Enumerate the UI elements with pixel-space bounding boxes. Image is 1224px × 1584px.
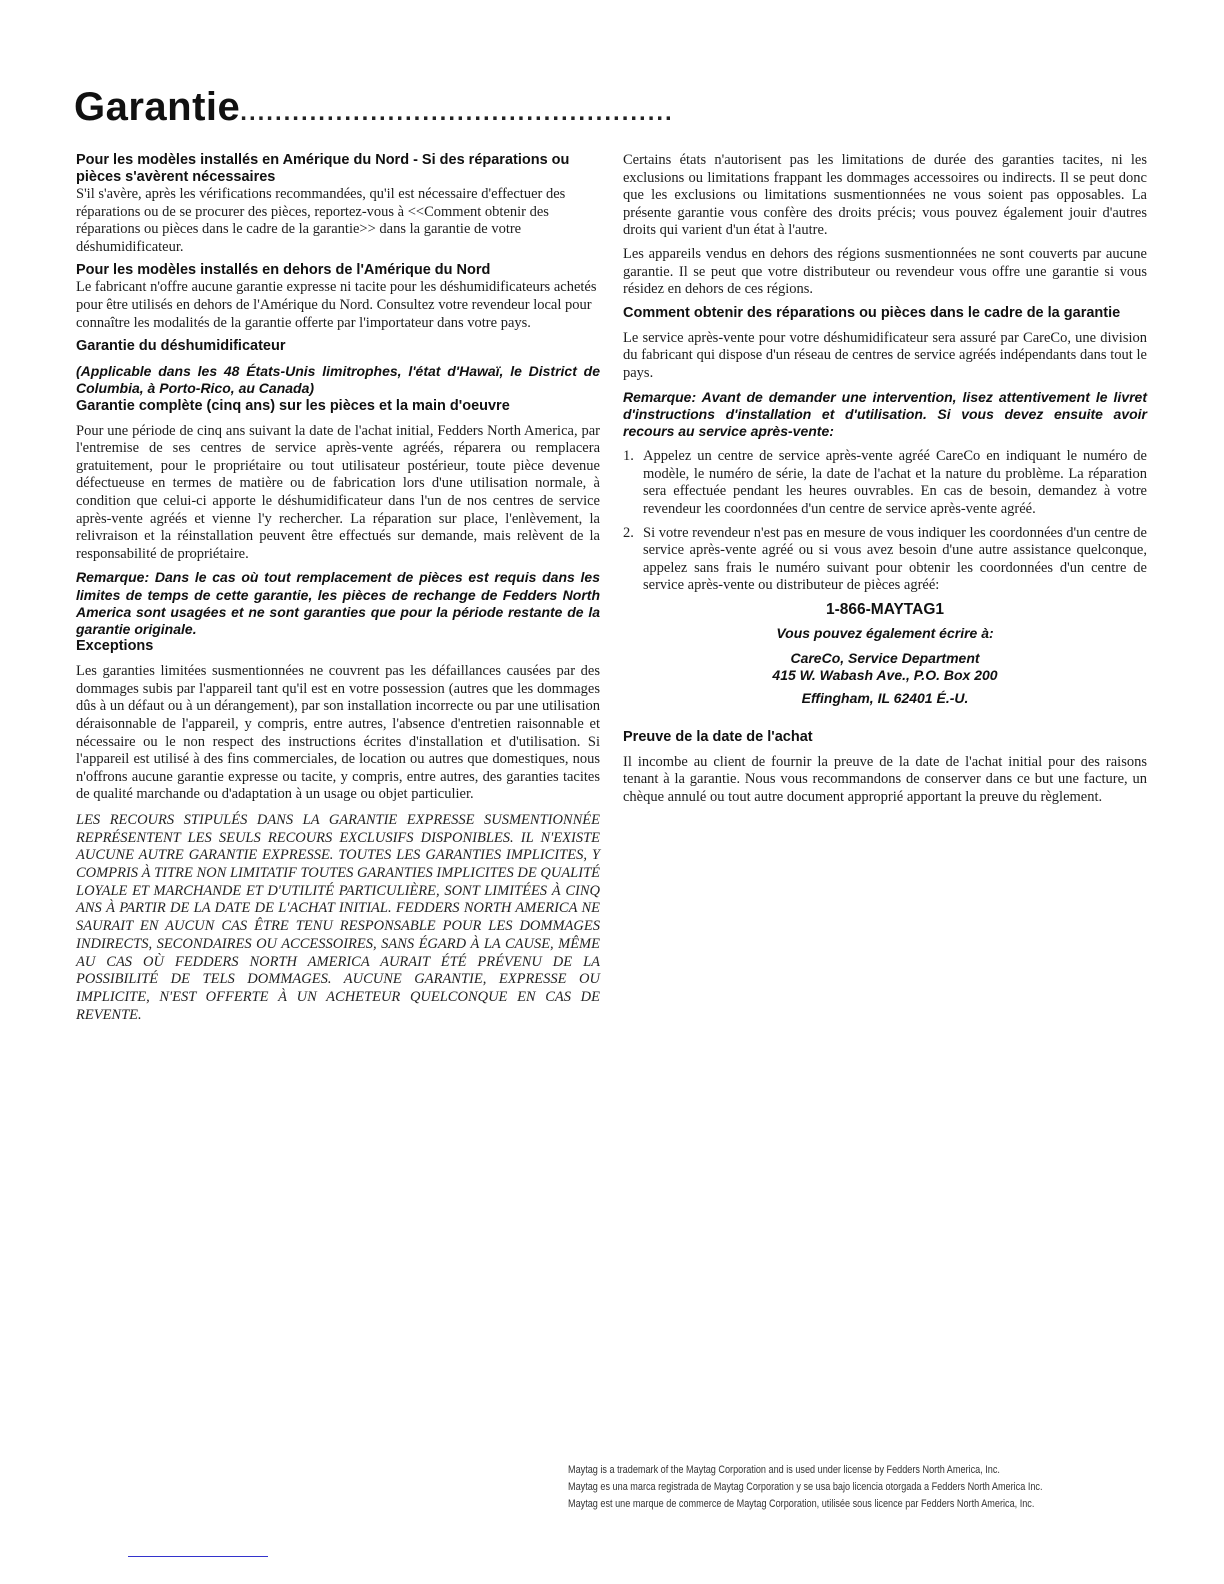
trademark-footer bbox=[568, 1462, 1058, 1513]
phone-number: 1-866-MAYTAG1 bbox=[825, 600, 944, 618]
page-title-text: Garantie bbox=[74, 85, 241, 129]
address-line-1: CareCo, Service Department bbox=[790, 649, 980, 666]
paragraph-state-limitations: Certains états n'autorisent pas les limitations de durée des garanties tacites, ni les exclusions ou limitations frappant les dommages accessoires ou indirects. Il se peut donc que les exclusions ou limitations susmentionnées ne vous soient pas opposables. La présente garantie vous confère des droits précis; vous pouvez également jouir d'autres droits qui varient d'un état à l'autre. bbox=[623, 152, 1147, 239]
heading-proof-of-purchase: Preuve de la date de l'achat bbox=[623, 728, 813, 745]
heading-full-warranty: Garantie complète (cinq ans) sur les pièces et la main d'oeuvre bbox=[76, 397, 510, 414]
mailing-address bbox=[623, 650, 1147, 707]
page-title-block bbox=[74, 84, 1154, 134]
list-item bbox=[623, 525, 1147, 595]
step-number: 2. bbox=[623, 524, 634, 541]
heading-how-to-obtain-service: Comment obtenir des réparations ou pièces dans le cadre de la garantie bbox=[623, 304, 1121, 321]
step-number: 1. bbox=[623, 448, 634, 465]
address-line-2: 415 W. Wabash Ave., P.O. Box 200 bbox=[772, 666, 998, 683]
write-to-label: Vous pouvez également écrire à: bbox=[776, 624, 994, 641]
service-steps-list bbox=[623, 448, 1147, 595]
heading-north-america: Pour les modèles installés en Amérique du Nord - Si des réparations ou pièces s'avèrent nécessaires bbox=[76, 152, 570, 185]
step-text: Appelez un centre de service après-vente agréé CareCo en indiquant le numéro de modèle, le numéro de série, la date de l'achat et la nature du problème. La réparation sera effectuée pendant les heures ouvrables. En cas de besoin, demandez à votre revendeur les coordonnées d'un centre de service après-vente agréé. bbox=[643, 448, 1147, 517]
page-title bbox=[74, 84, 1154, 134]
title-dot-leader: .................................................. bbox=[240, 99, 674, 126]
trademark-line-es: Maytag es una marca registrada de Maytag Corporation y se usa bajo licencia otorgada a Fedders North America Inc. bbox=[568, 1481, 1043, 1493]
left-column bbox=[76, 152, 600, 1024]
trademark-line-fr: Maytag est une marque de commerce de Maytag Corporation, utilisée sous licence par Fedders North America, Inc. bbox=[568, 1498, 1035, 1510]
paragraph-outside-regions: Les appareils vendus en dehors des régions susmentionnées ne sont couverts par aucune garantie. Il se peut que votre distributeur ou revendeur vous offre une garantie si vous résidez en dehors de ces régions. bbox=[623, 245, 1147, 298]
list-item bbox=[623, 448, 1147, 518]
paragraph-north-america: S'il s'avère, après les vérifications recommandées, qu'il est nécessaire d'effectuer des réparations ou de se procurer des pièces, reportez-vous à <<Comment obtenir des réparations ou pièces dans le cadre de la garantie>> dans la garantie de votre déshumidificateur. bbox=[76, 186, 566, 255]
paragraph-full-warranty: Pour une période de cinq ans suivant la date de l'achat initial, Fedders North America, par l'entremise de ses centres de service après-vente agréés, réparera ou remplacera gratuitement, pour le propriétaire ou tout utilisateur postérieur, toute pièce devenue défectueuse en termes de matière ou de fabrication lors d'une utilisation normale, à condition que celui-ci apporte le déshumidificateur dans l'un de nos centres de service après-vente agréés et vienne l'y rechercher. La réparation sur place, l'enlèvement, la relivraison et la réinstallation peuvent être effectués sur demande, mais relèvent de la responsabilité de propriétaire. bbox=[76, 422, 600, 562]
applicable-regions: (Applicable dans les 48 États-Unis limitrophes, l'état d'Hawaï, le District de Columbia, à Porto-Rico, au Canada) bbox=[76, 363, 600, 397]
heading-outside-north-america: Pour les modèles installés en dehors de l'Amérique du Nord bbox=[76, 262, 491, 279]
paragraph-exceptions: Les garanties limitées susmentionnées ne couvrent pas les défaillances causées par des dommages subis par l'appareil tant qu'il est en votre possession (autres que les dommages dûs à un défaut ou à un dérangement), par son installation incorrecte ou par une utilisation déraisonnable de l'appareil, y compris, entre autres, l'absence d'entretien raisonnable et nécessaire ou le non respect des instructions écrites d'installation et d'utilisation. Si l'appareil est utilisé à des fins commerciales, de location ou autres que domestiques, nous n'offrons aucune garantie expresse ou tacite, y compris, entre autres, des garanties tacites de qualité marchande ou d'adaptation à un usage ou objet particulier. bbox=[76, 663, 600, 803]
remark-before-service: Remarque: Avant de demander une intervention, lisez attentivement le livret d'instructions d'installation et d'utilisation. Si vous devez ensuite avoir recours au service après-vente: bbox=[623, 388, 1147, 439]
right-column bbox=[623, 152, 1147, 813]
paragraph-careco: Le service après-vente pour votre déshumidificateur sera assuré par CareCo, une division du fabricant qui dispose d'un réseau de centres de service agréés indépendants dans tout le pays. bbox=[623, 329, 1147, 381]
paragraph-proof-of-purchase: Il incombe au client de fournir la preuve de la date de l'achat initial pour des raisons tenant à la garantie. Nous vous recommandons de conserver dans ce but une facture, un chèque annulé ou tout autre document approprié apportant la preuve du règlement. bbox=[623, 753, 1147, 806]
trademark-line-en: Maytag is a trademark of the Maytag Corporation and is used under license by Fedders North America, Inc. bbox=[568, 1464, 1000, 1476]
paragraph-remedies-caps: LES RECOURS STIPULÉS DANS LA GARANTIE EXPRESSE SUSMENTIONNÉE REPRÉSENTENT LES SEULS RECOURS EXCLUSIFS DISPONIBLES. IL N'EXISTE AUCUNE AUTRE GARANTIE EXPRESSE. TOUTES LES GARANTIES IMPLICITES, Y COMPRIS À TITRE NON LIMITATIF TOUTES GARANTIES IMPLICITES DE QUALITÉ LOYALE ET MARCHANDE ET D'UTILITÉ PARTICULIÈRE, SONT LIMITÉES À CINQ ANS À PARTIR DE LA DATE DE L'ACHAT INITIAL. FEDDERS NORTH AMERICA NE SAURAIT EN AUCUN CAS ÊTRE TENU RESPONSABLE POUR LES DOMMAGES INDIRECTS, SECONDAIRES OU ACCESSOIRES, SANS ÉGARD À LA CAUSE, MÊME AU CAS OÙ FEDDERS NORTH AMERICA AURAIT ÉTÉ PRÉVENU DE LA POSSIBILITÉ DE TELS DOMMAGES. AUCUNE GARANTIE, EXPRESSE OU IMPLICITE, N'EST OFFERTE À UN ACHETEUR QUELCONQUE EN CAS DE REVENTE. bbox=[76, 811, 600, 1023]
paragraph-outside-north-america: Le fabricant n'offre aucune garantie expresse ni tacite pour les déshumidificateurs achetés pour être utilisés en dehors de l'Amérique du Nord. Consultez votre revendeur local pour connaître les modalités de la garantie offerte par l'importateur dans votre pays. bbox=[76, 279, 597, 331]
remark-replacement-parts: Remarque: Dans le cas où tout remplacement de pièces est requis dans les limites de temps de cette garantie, les pièces de rechange de Fedders North America sont usagées et ne sont garanties que pour la période restante de la garantie originale. bbox=[76, 569, 600, 637]
heading-exceptions: Exceptions bbox=[76, 638, 154, 655]
address-line-3: Effingham, IL 62401 É.-U. bbox=[801, 689, 969, 706]
step-text: Si votre revendeur n'est pas en mesure de vous indiquer les coordonnées d'un centre de service après-vente agréé ou si vous avez besoin d'une autre assistance quelconque, appelez sans frais le numéro suivant pour obtenir les coordonnées d'un centre de service après-vente ou distributeur de pièces agréé: bbox=[643, 524, 1147, 594]
heading-dehumidifier-warranty: Garantie du déshumidificateur bbox=[76, 338, 286, 355]
footer-divider bbox=[128, 1556, 268, 1557]
